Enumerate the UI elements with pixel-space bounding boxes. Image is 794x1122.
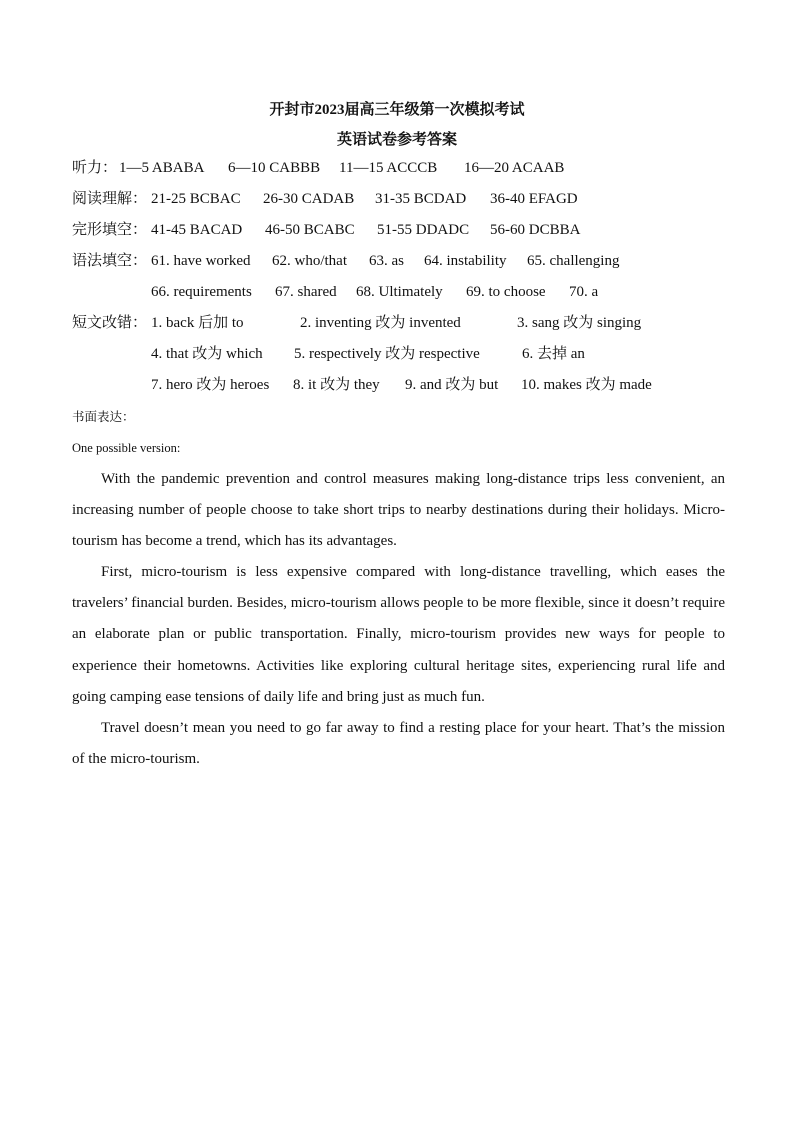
- section-label: 听力：: [72, 160, 118, 176]
- grammar-answer: 64. instability: [424, 253, 507, 269]
- essay-paragraph-3: Travel doesn’t mean you need to go far away to find a resting place for your heart. That’s the mission of the micro-tourism.: [72, 720, 725, 768]
- correction-item: 6. 去掉 an: [522, 346, 585, 362]
- page-title: 开封市2023届高三年级第一次模拟考试: [269, 102, 525, 118]
- section-label: 语法填空：: [72, 253, 148, 269]
- page-subtitle: 英语试卷参考答案: [336, 132, 457, 148]
- correction-item: 3. sang 改为 singing: [517, 315, 642, 331]
- correction-item: 2. inventing 改为 invented: [300, 315, 461, 331]
- grammar-answer: 63. as: [369, 253, 404, 269]
- answer-group: 41-45 BACAD: [151, 222, 243, 238]
- grammar-answer: 70. a: [569, 284, 599, 300]
- correction-item: 4. that 改为 which: [151, 346, 263, 362]
- version-label: One possible version:: [72, 441, 181, 455]
- essay-paragraph-1: With the pandemic prevention and control measures making long-distance trips less convenient, an increasing number of people choose to take short trips to nearby destinations during their holidays. Micro-tourism has become a trend, which has its advantages.: [72, 471, 725, 550]
- writing-label: 书面表达：: [72, 410, 135, 424]
- grammar-answer: 68. Ultimately: [356, 284, 443, 300]
- answer-group: 56-60 DCBBA: [490, 222, 581, 238]
- answer-group: 51-55 DDADC: [377, 222, 470, 238]
- answer-group: 16—20 ACAAB: [464, 160, 565, 176]
- answer-group: 36-40 EFAGD: [490, 191, 578, 207]
- answer-group: 31-35 BCDAD: [375, 191, 467, 207]
- answer-group: 46-50 BCABC: [265, 222, 355, 238]
- grammar-answer: 66. requirements: [151, 284, 252, 300]
- grammar-answer: 69. to choose: [466, 284, 546, 300]
- grammar-answer: 65. challenging: [527, 253, 620, 269]
- answer-group: 6—10 CABBB: [228, 160, 321, 176]
- essay-paragraph-2: First, micro-tourism is less expensive compared with long-distance travelling, which eases the travelers’ financial burden. Besides, micro-tourism allows people to be more flexible, since it doesn’t require an elaborate plan or public transportation. Finally, micro-tourism provides new ways for people to experience their hometowns. Activities like exploring cultural heritage sites, experiencing rural life and going camping ease tensions of daily life and bring just as much fun.: [72, 564, 725, 705]
- answer-group: 1—5 ABABA: [119, 160, 205, 176]
- correction-item: 9. and 改为 but: [405, 377, 499, 393]
- answer-group: 26-30 CADAB: [263, 191, 355, 207]
- section-label: 短文改错：: [72, 315, 148, 331]
- correction-item: 5. respectively 改为 respective: [294, 346, 480, 362]
- grammar-answer: 62. who/that: [272, 253, 347, 269]
- correction-item: 10. makes 改为 made: [521, 377, 652, 393]
- section-label: 完形填空：: [72, 222, 148, 238]
- grammar-answer: 67. shared: [275, 284, 337, 300]
- answer-group: 11—15 ACCCB: [339, 160, 438, 176]
- answer-group: 21-25 BCBAC: [151, 191, 241, 207]
- correction-item: 8. it 改为 they: [293, 377, 380, 393]
- correction-item: 7. hero 改为 heroes: [151, 377, 270, 393]
- grammar-answer: 61. have worked: [151, 253, 251, 269]
- section-label: 阅读理解：: [72, 191, 148, 207]
- correction-item: 1. back 后加 to: [151, 315, 244, 331]
